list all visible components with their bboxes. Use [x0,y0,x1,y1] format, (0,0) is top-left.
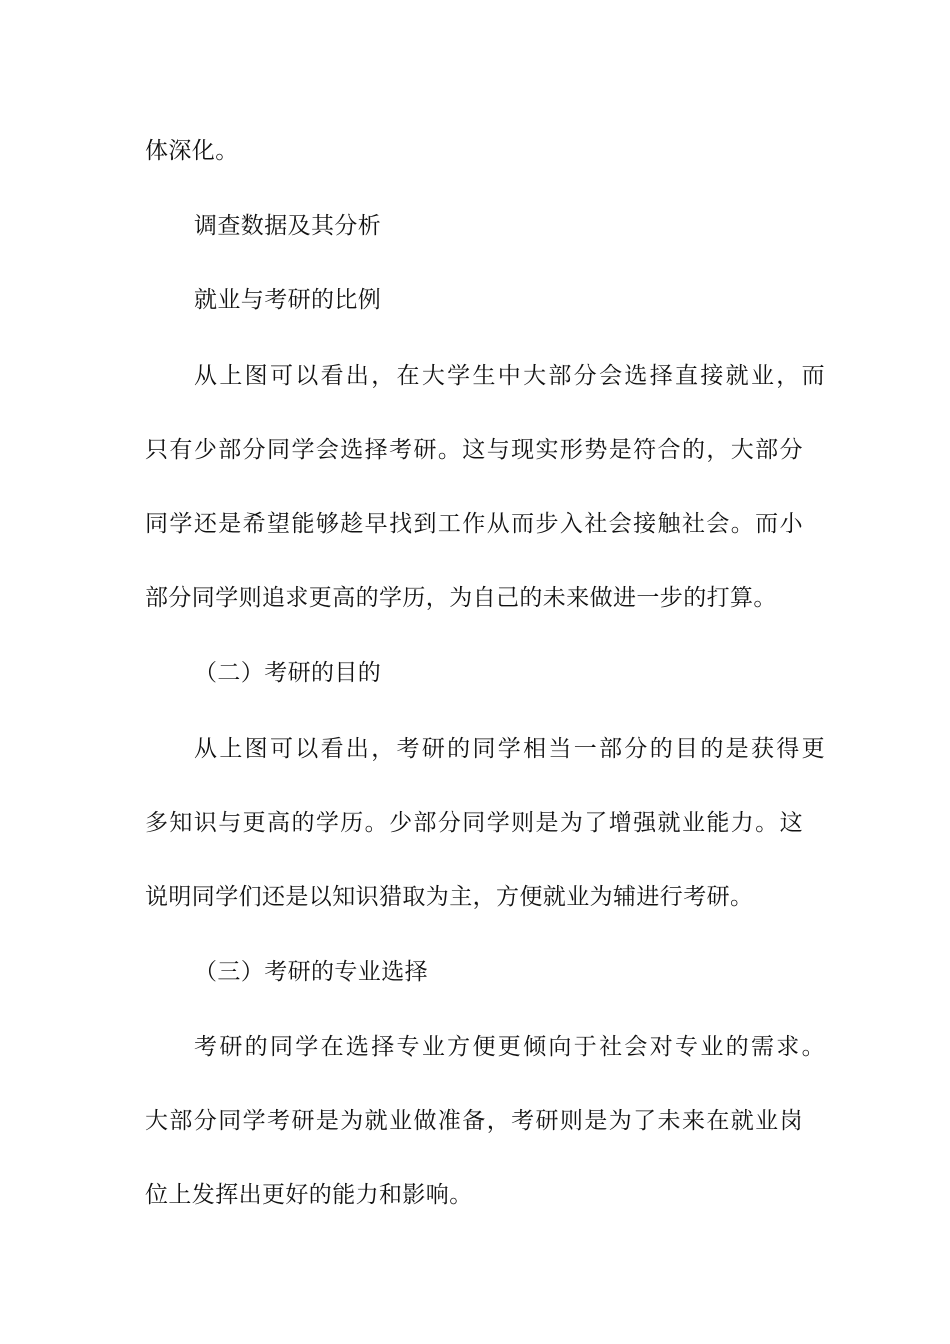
paragraph-purpose-line-3: 说明同学们还是以知识猎取为主，方便就业为辅进行考研。 [145,884,754,910]
paragraph-ratio-line-4: 部分同学则追求更高的学历，为自己的未来做进一步的打算。 [145,585,777,611]
paragraph-major-line-2: 大部分同学考研是为就业做准备，考研则是为了未来在就业岗 [145,1108,803,1134]
paragraph-major-line-1: 考研的同学在选择专业方便更倾向于社会对专业的需求。 [194,1034,825,1060]
subsection-heading-purpose: （二）考研的目的 [194,660,382,686]
paragraph-tail-line: 体深化。 [145,138,239,164]
subsection-heading-major-choice: （三）考研的专业选择 [194,959,428,985]
subsection-heading-employment-ratio: 就业与考研的比例 [194,287,382,313]
section-heading-survey-data: 调查数据及其分析 [194,213,382,239]
paragraph-ratio-line-3: 同学还是希望能够趁早找到工作从而步入社会接触社会。而小 [145,511,803,537]
paragraph-major-line-3: 位上发挥出更好的能力和影响。 [145,1182,473,1208]
paragraph-ratio-line-1: 从上图可以看出，在大学生中大部分会选择直接就业，而 [194,363,825,389]
paragraph-purpose-line-2: 多知识与更高的学历。少部分同学则是为了增强就业能力。这 [145,810,803,836]
paragraph-ratio-line-2: 只有少部分同学会选择考研。这与现实形势是符合的，大部分 [145,437,803,463]
paragraph-purpose-line-1: 从上图可以看出，考研的同学相当一部分的目的是获得更 [194,736,825,762]
